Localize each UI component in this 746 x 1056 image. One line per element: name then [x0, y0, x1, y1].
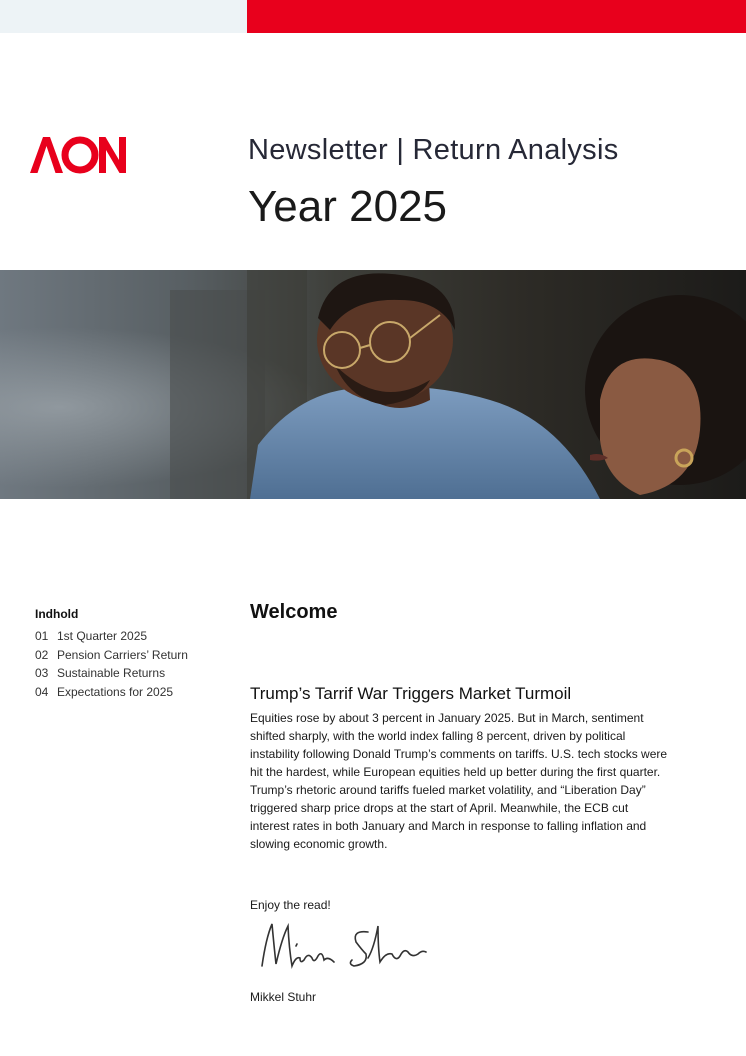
page-title: Year 2025: [248, 182, 448, 231]
toc-item-pension-carriers[interactable]: [35, 646, 235, 665]
toc-item-expectations[interactable]: [35, 683, 235, 702]
toc-item-label: 1st Quarter 2025: [57, 629, 148, 643]
closing-line: Enjoy the read!: [250, 898, 331, 912]
article-title: Trump’s Tarrif War Triggers Market Turmoil: [250, 684, 572, 703]
toc-heading: Indhold: [35, 607, 79, 621]
toc-item-number: 01: [35, 629, 49, 643]
newsletter-subtitle: Newsletter | Return Analysis: [248, 134, 619, 166]
table-of-contents: [35, 607, 235, 701]
toc-item-label: Pension Carriers’ Return: [57, 647, 188, 662]
toc-item-number: 02: [35, 647, 49, 662]
signer-name: Mikkel Stuhr: [250, 990, 317, 1004]
toc-item-label: Sustainable Returns: [57, 666, 166, 680]
signature: [256, 918, 446, 980]
toc-item-number: 04: [35, 684, 49, 699]
aon-logo: [30, 136, 126, 174]
toc-item-number: 03: [35, 666, 49, 680]
toc-item-sustainable-returns[interactable]: [35, 664, 235, 683]
toc-item-label: Expectations for 2025: [57, 684, 174, 699]
top-bar-accent: [247, 0, 746, 33]
hero-image: [0, 270, 746, 499]
welcome-heading: Welcome: [250, 601, 338, 623]
top-bar-light: [0, 0, 247, 33]
toc-item-1st-quarter[interactable]: [35, 627, 235, 646]
article-body: Equities rose by about 3 percent in January 2025. But in March, sentiment shifted sharply, with the world index falling 8 percent, driven by political instability following Donald Trump’s comments on tariffs. U.S. tech stocks were hit the hardest, while European equities held up better during the first quarter. Trump’s rhetoric around tariffs fueled market volatility, and “Liberation Day” triggered sharp price drops at the start of April. Meanwhile, the ECB cut interest rates in both January and March in response to falling inflation and slowing economic growth.: [250, 711, 668, 851]
